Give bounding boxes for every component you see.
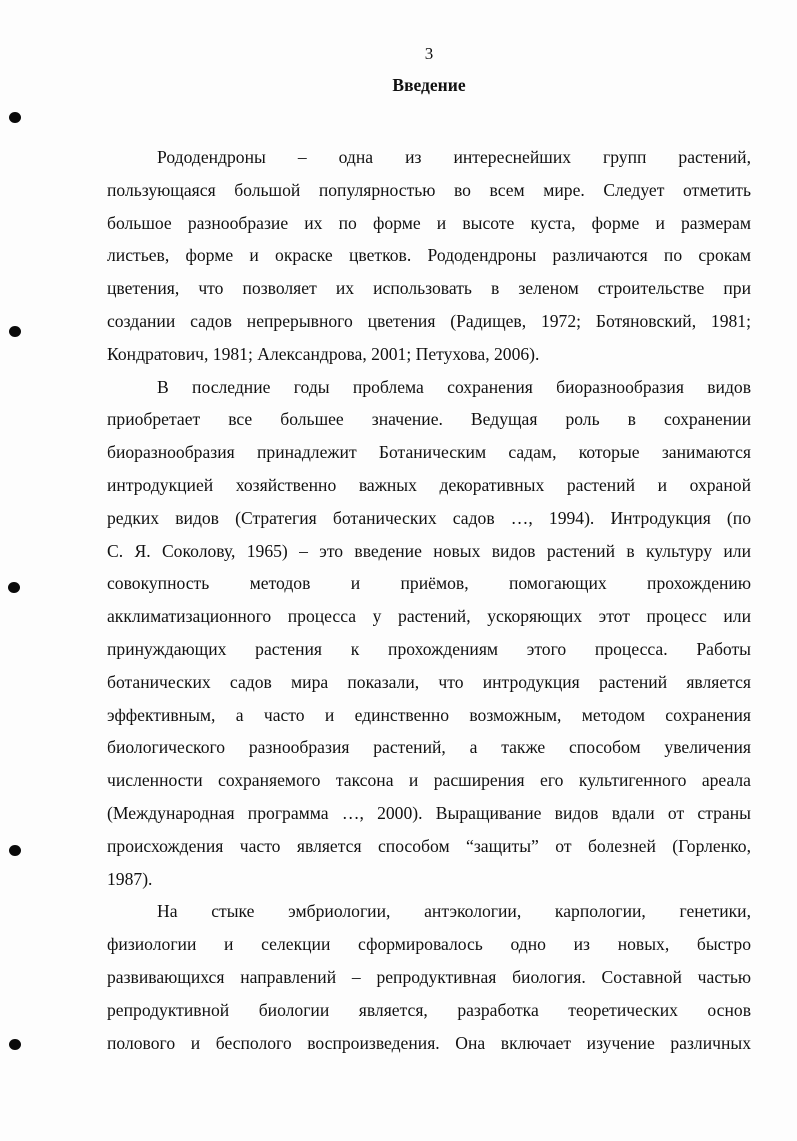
section-heading: Введение <box>392 75 466 95</box>
text-line: численности сохраняемого таксона и расширения его культигенного ареала <box>107 770 751 791</box>
paragraph-1 <box>107 141 751 371</box>
punch-hole-icon <box>9 112 21 123</box>
text-line: создании садов непрерывного цветения (Радищев, 1972; Ботяновский, 1981; <box>107 310 751 331</box>
text-line: полового и бесполого воспроизведения. Она включает изучение различных <box>107 1032 751 1053</box>
page-number: 3 <box>424 44 434 63</box>
text-line: пользующаяся большой популярностью во всем мире. Следует отметить <box>107 179 751 200</box>
text-line: происхождения часто является способом “защиты” от болезней (Горленко, <box>107 835 751 856</box>
paragraph-2 <box>107 371 751 896</box>
text-line: приобретает все большее значение. Ведущая роль в сохранении <box>107 409 751 430</box>
text-line: репродуктивной биологии является, разработка теоретических основ <box>107 999 751 1020</box>
text-line: листьев, форме и окраске цветков. Рододендроны различаются по срокам <box>107 245 751 266</box>
text-line: Рододендроны – одна из интереснейших групп растений, <box>157 147 751 167</box>
text-line: 1987). <box>107 868 153 889</box>
text-line: большое разнообразие их по форме и высоте куста, форме и размерам <box>107 212 751 233</box>
text-line: (Международная программа …, 2000). Выращивание видов вдали от страны <box>107 802 751 823</box>
paragraph-3 <box>107 895 751 1059</box>
text-line: С. Я. Соколову, 1965) – это введение новых видов растений в культуру или <box>107 540 751 561</box>
text-line: принуждающих растения к прохождениям этого процесса. Работы <box>107 638 751 659</box>
text-line: цветения, что позволяет их использовать в зеленом строительстве при <box>107 278 751 299</box>
text-line: совокупность методов и приёмов, помогающих прохождению <box>107 573 751 594</box>
body-text <box>107 141 751 1059</box>
text-line: развивающихся направлений – репродуктивная биология. Составной частью <box>107 966 751 987</box>
text-line: физиологии и селекции сформировалось одно из новых, быстро <box>107 934 751 955</box>
text-line: В последние годы проблема сохранения биоразнообразия видов <box>157 376 751 397</box>
punch-hole-icon <box>9 326 21 337</box>
punch-hole-icon <box>8 582 20 593</box>
text-line: Кондратович, 1981; Александрова, 2001; Петухова, 2006). <box>107 343 540 364</box>
text-line: биологического разнообразия растений, а также способом увеличения <box>107 737 751 758</box>
text-line: биоразнообразия принадлежит Ботаническим садам, которые занимаются <box>107 442 751 463</box>
text-line: ботанических садов мира показали, что интродукция растений является <box>107 671 751 692</box>
punch-hole-icon <box>9 845 21 856</box>
text-line: акклиматизационного процесса у растений, ускоряющих этот процесс или <box>107 606 751 627</box>
text-line: эффективным, а часто и единственно возможным, методом сохранения <box>107 704 751 725</box>
text-line: интродукцией хозяйственно важных декоративных растений и охраной <box>107 474 751 495</box>
text-line: На стыке эмбриологии, антэкологии, карпологии, генетики, <box>157 901 751 922</box>
punch-hole-icon <box>9 1039 21 1050</box>
text-line: редких видов (Стратегия ботанических садов …, 1994). Интродукция (по <box>107 507 751 528</box>
